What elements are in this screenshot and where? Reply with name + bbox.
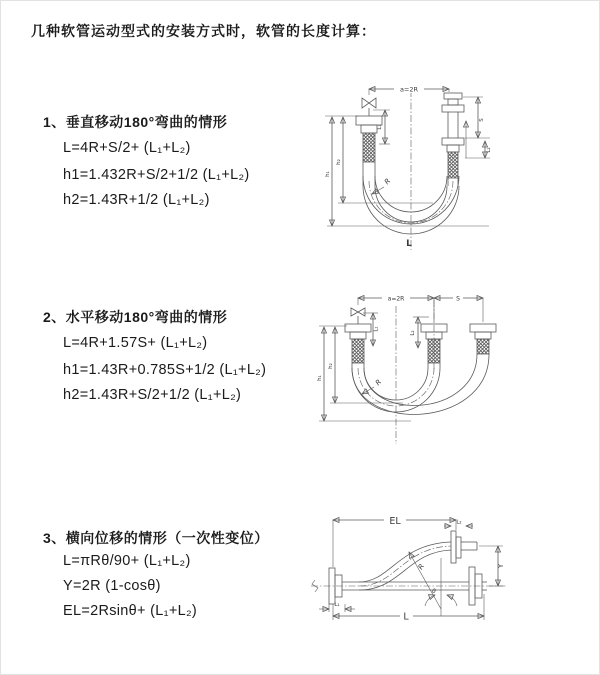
dim-label-h2: h₂ [328,363,334,369]
dim-label-l1: L₁ [373,326,380,332]
formula-l-2: L=4R+1.57S+ (L₁+L₂) [63,335,208,351]
moving-end-position-2 [470,324,496,354]
centerline [396,300,434,444]
dimension-a-2r [369,84,449,95]
section-3-heading: 3、横向位移的情形（一次性变位） [43,530,269,546]
dim-label-r: R [374,378,384,388]
dim-label-l: L [406,239,412,249]
upper-flange [451,531,477,563]
dim-label-s: S [456,295,460,303]
dim-label-h1: h₁ [325,171,331,177]
radius-leader [417,562,426,571]
dim-label-l1: L₁ [334,602,340,608]
dim-label-r: R [383,177,393,187]
fixed-end-fitting [356,116,382,162]
formula-l-3: L=πRθ/90+ (L₁+L₂) [63,553,191,569]
dim-label-a2r: a=2R [387,295,405,303]
hose-arcs [363,162,459,234]
formula-el-3: EL=2Rsinθ+ (L₁+L₂) [63,603,198,619]
valve-icon [362,98,376,116]
dimension-h2 [319,326,403,403]
dimension-s [434,294,483,322]
diagram-horizontal-180-bend [311,286,541,454]
formula-h2-1: h2=1.43R+1/2 (L₁+L₂) [63,192,210,208]
dim-label-l: L [403,611,409,623]
dim-label-s: S [479,118,485,122]
moving-end-fitting [442,93,464,178]
hose-arcs [352,354,489,414]
dimension-h1 [325,117,489,226]
formula-l-1: L=4R+S/2+ (L₁+L₂) [63,140,191,156]
dimension-l2 [465,141,492,158]
diagram-lateral-displacement [301,506,551,646]
formula-h1-1: h1=1.432R+S/2+1/2 (L₁+L₂) [63,167,250,183]
formula-h2-2: h2=1.43R+S/2+1/2 (L₁+L₂) [63,387,242,403]
dim-label-l2: L₂ [456,519,462,526]
dim-label-h1: h₁ [317,375,323,381]
dimension-l2 [444,520,473,527]
dimension-el [333,514,456,567]
dim-label-h2: h₂ [336,159,342,165]
dim-label-l2: L₂ [410,330,416,336]
radius-leader [362,378,383,394]
dimension-l [333,594,484,623]
displaced-hose-position [359,542,451,590]
dim-label-l2: L₂ [486,147,492,153]
dim-label-r: R [416,562,427,572]
diagram-vertical-180-bend [301,76,531,256]
dim-label-a2r: a=2R [399,85,419,94]
formula-y-3: Y=2R (1-cosθ) [63,578,161,594]
valve-icon [351,308,365,324]
section-2-heading: 2、水平移动180°弯曲的情形 [43,309,228,325]
dimension-l1 [373,110,390,144]
dim-label-l1: L₁ [377,124,383,130]
dimension-l1 [319,602,355,612]
dim-label-y: Y [497,563,505,569]
section-1-heading: 1、垂直移动180°弯曲的情形 [43,114,228,130]
fixed-end-fitting [345,324,371,363]
dim-label-theta: θ [432,588,436,595]
dim-label-el: EL [389,516,401,527]
dimension-y [479,546,505,586]
page-title: 几种软管运动型式的安装方式时，软管的长度计算： [31,23,376,39]
formula-h1-2: h1=1.43R+0.785S+1/2 (L₁+L₂) [63,362,267,378]
